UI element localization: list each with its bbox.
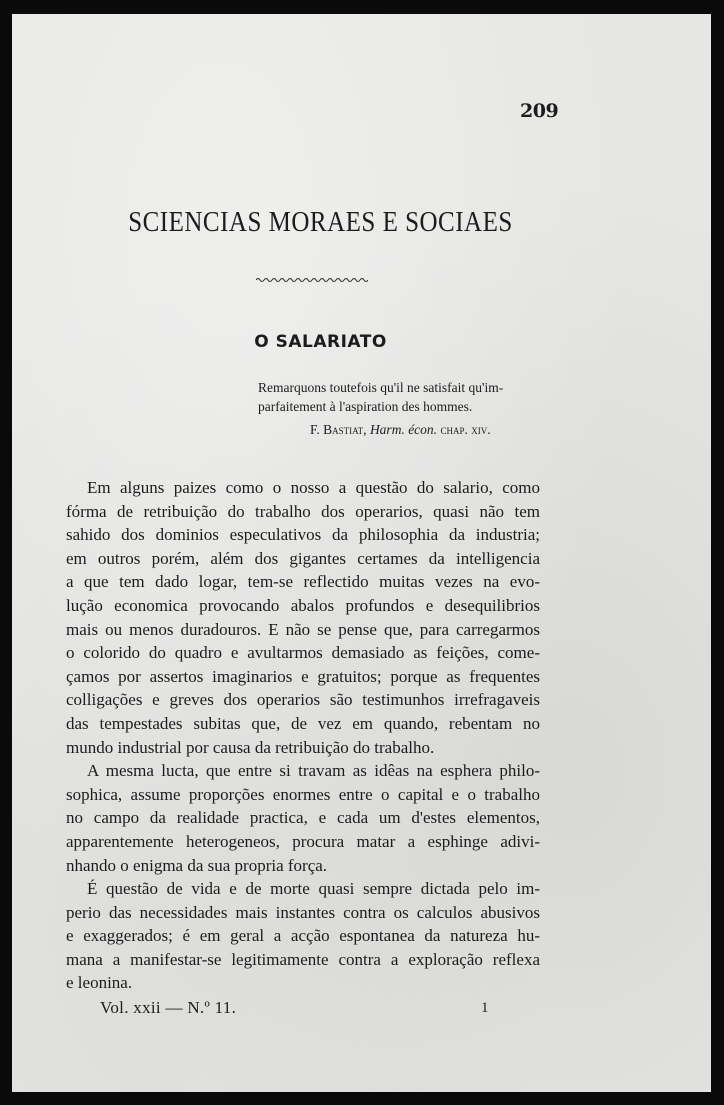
text-line: a que tem dado logar, tem-se reflectido muitas vezes na evo- [66, 572, 540, 592]
article-body [66, 476, 540, 995]
text-line: A mesma lucta, que entre si travam as idêas na esphera philo- [87, 761, 540, 781]
epigraph-line: parfaitement à l'aspiration des hommes. [258, 399, 473, 414]
text-line: mais ou menos duradouros. E não se pense que, para carregarmos [66, 619, 540, 639]
journal-page [12, 14, 711, 1092]
epigraph-line: Remarquons toutefois qu'il ne satisfait qu'im- [258, 380, 504, 395]
text-line: no campo da realidade practica, e cada um d'estes elementos, [66, 808, 540, 828]
text-line: lução economica provocando abalos profundos e desequilibrios [66, 595, 540, 615]
paragraph [66, 476, 540, 759]
epigraph-citation [310, 422, 491, 438]
article-title: O SALARIATO [254, 332, 387, 352]
text-line: e exaggerados; é em geral a acção espontanea da natureza hu- [66, 926, 540, 946]
text-line: É questão de vida e de morte quasi sempre dictada pelo im- [87, 879, 540, 899]
text-line: nhando o enigma da sua propria força. [66, 855, 328, 875]
epigraph [258, 378, 548, 416]
wavy-rule-ornament [256, 276, 368, 284]
page-number: 209 [520, 100, 559, 122]
footer-volume: Vol. xxii — N.º 11. [100, 998, 237, 1017]
text-line: fórma de retribuição do trabalho dos operarios, quasi não tem [66, 501, 540, 521]
text-line: em outros porém, além dos gigantes certames da intelligencia [66, 548, 540, 568]
citation-work: Harm. écon. [369, 422, 438, 437]
text-line: Em alguns paizes como o nosso a questão do salario, como [87, 478, 540, 497]
paragraph [66, 759, 540, 877]
section-title: SCIENCIAS MORAES E SOCIAES [128, 207, 513, 239]
text-line: colligações e greves dos operarios são testimunhos irrefragaveis [66, 690, 540, 710]
citation-chapter: chap. xiv. [440, 422, 491, 437]
text-line: çamos por assertos imaginarios e gratuitos; porque as frequentes [66, 666, 540, 686]
text-line: mundo industrial por causa da retribuição do trabalho. [66, 737, 435, 757]
text-line: das tempestades subitas que, de vez em quando, rebentam no [66, 713, 540, 733]
text-line: perio das necessidades mais instantes contra os calculos abusivos [66, 902, 540, 922]
text-line: e leonina. [66, 973, 133, 993]
text-line: o colorido do quadro e avultarmos demasiado as feições, come- [66, 643, 540, 663]
paragraph [66, 877, 540, 995]
text-line: mana a manifestar-se legitimamente contra a exploração reflexa [66, 949, 540, 969]
text-line: sahido dos dominios especulativos da philosophia da industria; [66, 525, 540, 545]
text-line: apparentemente heterogeneos, procura matar a esphinge adivi- [66, 831, 540, 851]
footer-signature-mark: 1 [481, 1000, 489, 1016]
text-line: sophica, assume proporções enormes entre o capital e o trabalho [66, 784, 540, 804]
citation-author: F. Bastiat, [310, 422, 367, 437]
